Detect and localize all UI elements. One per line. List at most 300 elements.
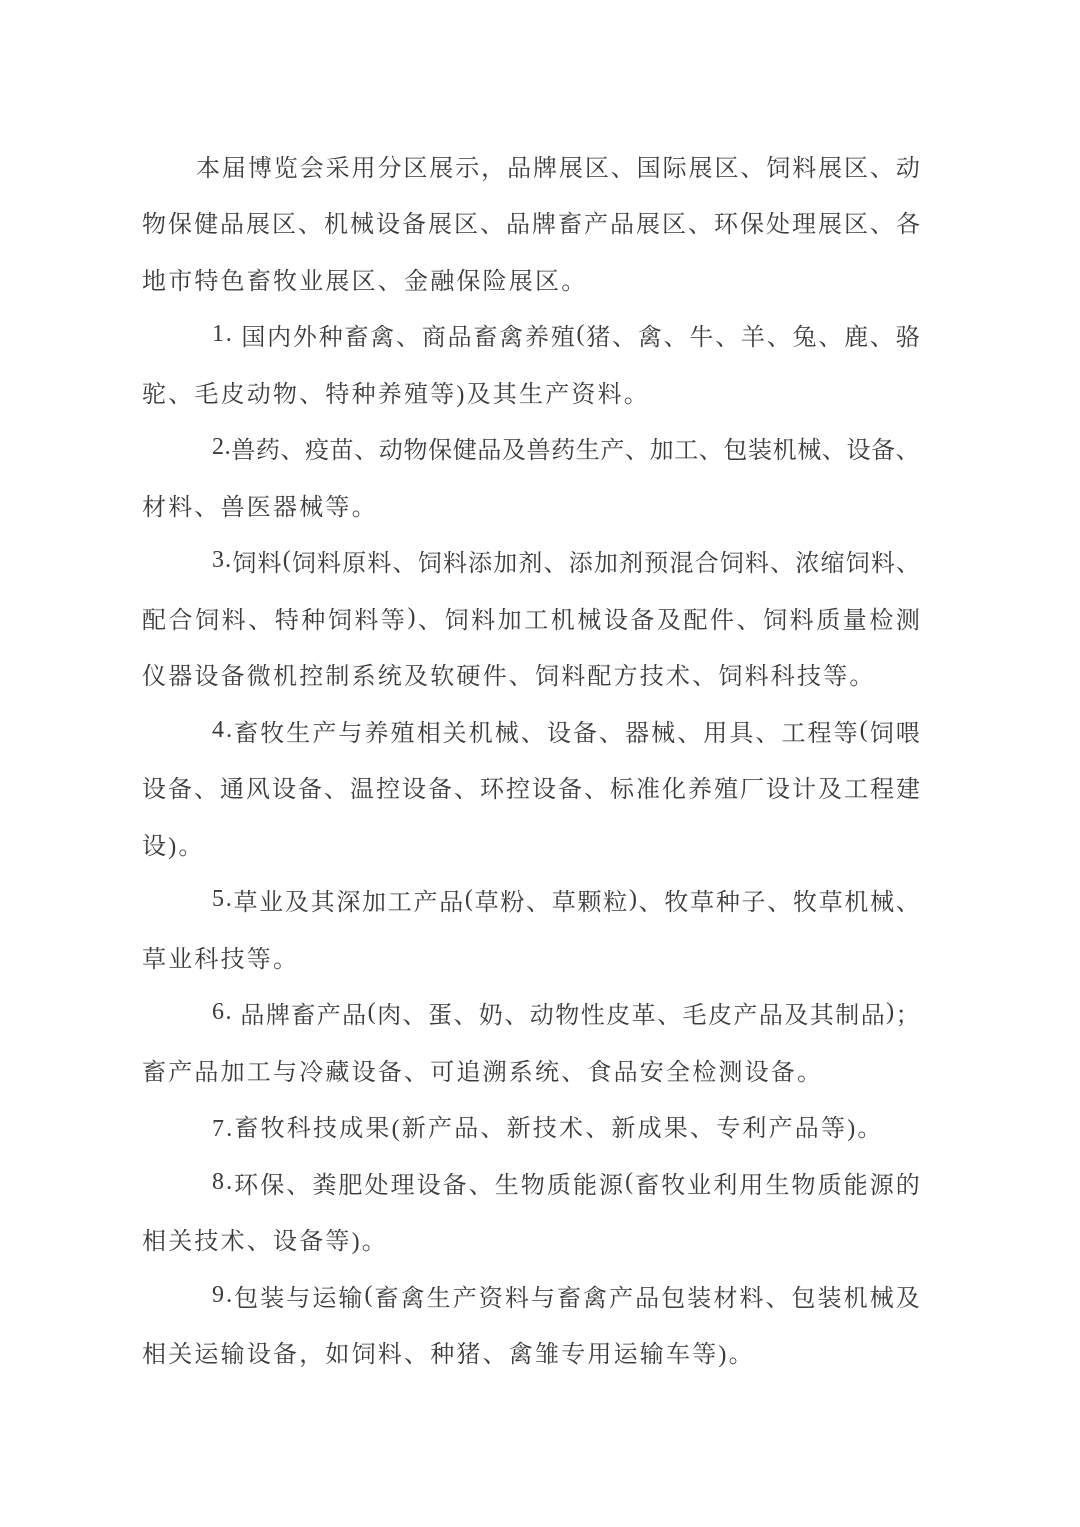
glyph: 种 — [318, 325, 343, 352]
glyph: 具 — [729, 720, 754, 747]
glyph: 展 — [429, 155, 454, 182]
glyph: 喂 — [895, 720, 920, 747]
glyph: 动 — [529, 1003, 554, 1030]
glyph: 饲 — [444, 607, 469, 634]
glyph: 、 — [520, 720, 545, 747]
glyph: 养 — [364, 720, 389, 747]
glyph: 质 — [546, 1172, 571, 1199]
glyph: 、 — [677, 720, 702, 747]
text-line — [142, 985, 920, 1042]
glyph: 添 — [468, 551, 493, 578]
glyph: 、 — [740, 155, 765, 182]
glyph: 展 — [428, 212, 452, 239]
glyph: 饲 — [232, 551, 257, 578]
glyph: 建 — [896, 777, 920, 804]
glyph: 、 — [821, 438, 846, 465]
glyph: 9 — [212, 1281, 224, 1308]
glyph: 饲 — [766, 155, 791, 182]
glyph: 械 — [797, 438, 822, 465]
text-line — [142, 589, 920, 646]
glyph: 加 — [593, 551, 618, 578]
glyph: 药 — [255, 438, 280, 465]
glyph: 料 — [504, 1285, 529, 1312]
text-line — [142, 702, 920, 759]
glyph: 畜 — [234, 720, 259, 747]
glyph: 机 — [843, 1285, 868, 1312]
glyph: 鹿 — [844, 325, 869, 352]
glyph: 装 — [687, 1285, 712, 1312]
glyph: ( — [282, 547, 291, 574]
glyph: 、 — [392, 551, 417, 578]
glyph: 肥 — [338, 1172, 363, 1199]
glyph: 械 — [651, 720, 676, 747]
glyph: 与 — [286, 1285, 311, 1312]
glyph: 混 — [669, 551, 694, 578]
glyph: 备 — [442, 1172, 467, 1199]
glyph: 商 — [421, 325, 446, 352]
glyph: 饲 — [763, 607, 788, 634]
glyph: 备 — [402, 212, 426, 239]
glyph: ( — [859, 716, 868, 743]
glyph: 牌 — [532, 155, 557, 182]
glyph: 区 — [272, 212, 296, 239]
glyph: 、 — [870, 212, 894, 239]
glyph: 备 — [871, 438, 896, 465]
glyph: 、 — [895, 551, 920, 578]
glyph: 能 — [843, 1172, 868, 1199]
text-line: 草业科技等。 — [142, 946, 300, 973]
glyph: 、 — [765, 1285, 790, 1312]
glyph: 骆 — [895, 325, 920, 352]
glyph: 羊 — [740, 325, 765, 352]
text-line: 设)。 — [142, 833, 205, 860]
glyph: 设 — [272, 777, 296, 804]
glyph: 及 — [784, 1003, 809, 1030]
glyph: 量 — [842, 607, 867, 634]
glyph: 、 — [396, 325, 421, 352]
glyph: 博 — [247, 155, 272, 182]
glyph: 机 — [324, 212, 348, 239]
glyph: 包 — [661, 1285, 686, 1312]
glyph: 源 — [599, 1172, 623, 1199]
glyph: 料 — [744, 551, 769, 578]
glyph: 等 — [380, 607, 405, 634]
glyph — [234, 321, 240, 348]
glyph: 用 — [703, 720, 728, 747]
glyph: 性 — [580, 1003, 605, 1030]
glyph: 机 — [550, 607, 575, 634]
glyph: 禽 — [583, 1285, 607, 1312]
glyph: 、 — [770, 551, 795, 578]
glyph: 、 — [453, 1003, 478, 1030]
glyph: 利 — [713, 1172, 738, 1199]
glyph: 预 — [644, 551, 669, 578]
glyph: 产 — [609, 1285, 634, 1312]
glyph: 、 — [698, 438, 723, 465]
glyph: 生 — [286, 720, 311, 747]
glyph: 品 — [220, 212, 244, 239]
glyph: 运 — [312, 1285, 337, 1312]
glyph: 料 — [792, 155, 817, 182]
glyph: 养 — [524, 325, 549, 352]
glyph: 国 — [636, 155, 661, 182]
glyph: 物 — [520, 1172, 545, 1199]
glyph: 标 — [610, 777, 634, 804]
glyph: 颗 — [577, 890, 602, 917]
glyph: 设 — [142, 777, 166, 804]
glyph: 、 — [715, 325, 740, 352]
glyph: 兔 — [792, 325, 817, 352]
glyph: 及 — [284, 890, 309, 917]
glyph: 产 — [600, 438, 625, 465]
glyph: 材 — [713, 1285, 738, 1312]
glyph: 、 — [736, 607, 761, 634]
glyph: 分 — [377, 155, 402, 182]
glyph: 物 — [555, 1003, 580, 1030]
glyph: 草 — [551, 890, 576, 917]
glyph: . — [226, 1281, 233, 1308]
glyph: 理 — [792, 212, 816, 239]
glyph: 配 — [142, 607, 166, 634]
glyph: 与 — [338, 720, 363, 747]
glyph: 牧 — [260, 720, 285, 747]
glyph: 测 — [895, 607, 920, 634]
glyph: 物 — [142, 212, 166, 239]
glyph: 畜 — [558, 212, 582, 239]
glyph: 物 — [403, 438, 428, 465]
glyph: 添 — [568, 551, 593, 578]
glyph: 相 — [416, 720, 441, 747]
glyph: 会 — [299, 155, 324, 182]
glyph: 牌 — [265, 1003, 290, 1030]
glyph: 、 — [818, 325, 843, 352]
glyph: 草 — [818, 890, 843, 917]
glyph: 机 — [844, 890, 869, 917]
glyph: 产 — [316, 1003, 341, 1030]
glyph: 肉 — [377, 1003, 402, 1030]
glyph: 粉 — [500, 890, 525, 917]
glyph: 及 — [818, 777, 842, 804]
glyph: 品 — [240, 1003, 265, 1030]
glyph: 禽 — [370, 325, 395, 352]
glyph: 器 — [625, 720, 650, 747]
glyph: 际 — [662, 155, 687, 182]
text-line — [142, 1154, 920, 1211]
text-line — [142, 420, 920, 477]
glyph: 饲 — [869, 720, 894, 747]
glyph: 、 — [248, 607, 273, 634]
glyph: 料 — [870, 551, 895, 578]
glyph: 备 — [298, 777, 322, 804]
glyph: 产 — [312, 720, 337, 747]
document-text-block — [142, 137, 920, 1380]
glyph: 示 — [455, 155, 480, 182]
glyph: 动 — [895, 155, 920, 182]
glyph: 展 — [818, 155, 843, 182]
glyph: 业 — [687, 1172, 712, 1199]
glyph: 饲 — [195, 607, 220, 634]
glyph: 料 — [317, 551, 342, 578]
glyph: 奶 — [478, 1003, 503, 1030]
glyph: 包 — [791, 1285, 816, 1312]
glyph: 子 — [741, 890, 766, 917]
glyph: 6 — [212, 999, 224, 1026]
glyph: ( — [576, 321, 585, 348]
glyph: 缩 — [820, 551, 845, 578]
glyph: 展 — [246, 212, 270, 239]
glyph: 粪 — [312, 1172, 337, 1199]
glyph: 殖 — [550, 325, 575, 352]
glyph: 理 — [390, 1172, 415, 1199]
glyph: 浓 — [795, 551, 820, 578]
glyph: 装 — [748, 438, 773, 465]
glyph: 牌 — [532, 212, 556, 239]
glyph: 产 — [584, 212, 608, 239]
glyph: 1 — [212, 321, 224, 348]
glyph: 设 — [416, 1172, 441, 1199]
text-line: 仪器设备微机控制系统及软硬件、饲料配方技术、饲料科技等。 — [142, 664, 876, 691]
glyph: 、 — [869, 325, 894, 352]
glyph: 生 — [426, 1285, 451, 1312]
glyph: 设 — [766, 777, 790, 804]
glyph: 备 — [558, 777, 582, 804]
glyph: 牧 — [792, 890, 817, 917]
glyph: 检 — [869, 607, 894, 634]
glyph: 及 — [895, 1285, 920, 1312]
glyph: 展 — [558, 155, 583, 182]
glyph: 、 — [543, 551, 568, 578]
glyph: 工 — [674, 438, 699, 465]
glyph: . — [225, 321, 232, 348]
glyph: 、 — [755, 720, 780, 747]
glyph: 包 — [234, 1285, 259, 1312]
glyph: 准 — [636, 777, 660, 804]
text-line: 驼、毛皮动物、特种养殖等)及其生产资料。 — [142, 381, 650, 408]
glyph: 加 — [649, 438, 674, 465]
glyph: 制 — [835, 1003, 860, 1030]
glyph: 皮 — [606, 1003, 631, 1030]
glyph: 、 — [298, 212, 322, 239]
glyph: 料 — [739, 1285, 764, 1312]
text-line — [142, 194, 920, 251]
glyph: 、 — [418, 607, 443, 634]
glyph: 用 — [351, 155, 376, 182]
text-line — [142, 137, 920, 194]
glyph: 工 — [387, 890, 412, 917]
glyph: 配 — [683, 607, 708, 634]
glyph: 3 — [212, 547, 224, 574]
glyph: 、 — [286, 1172, 311, 1199]
glyph: 、 — [895, 438, 920, 465]
glyph: 设 — [846, 438, 871, 465]
glyph: 、 — [767, 890, 792, 917]
glyph: 能 — [572, 1172, 597, 1199]
glyph: 展 — [636, 212, 660, 239]
glyph: 、 — [657, 1003, 682, 1030]
glyph: 内 — [267, 325, 292, 352]
glyph: 、 — [468, 1172, 493, 1199]
glyph: 料 — [221, 607, 246, 634]
glyph: 深 — [336, 890, 361, 917]
glyph: ； — [895, 1003, 920, 1030]
glyph: . — [226, 1168, 233, 1195]
glyph: 其 — [809, 1003, 834, 1030]
glyph: 、 — [526, 890, 551, 917]
glyph: 原 — [342, 551, 367, 578]
glyph: 畜 — [556, 1285, 581, 1312]
glyph: 及 — [501, 438, 526, 465]
glyph: ( — [464, 886, 473, 913]
glyph: 等 — [833, 720, 858, 747]
glyph: 保 — [260, 1172, 285, 1199]
glyph: 展 — [818, 212, 842, 239]
glyph: 件 — [710, 607, 735, 634]
glyph: 品 — [758, 1003, 783, 1030]
glyph: 输 — [338, 1285, 363, 1312]
text-line — [142, 307, 920, 364]
glyph: 物 — [791, 1172, 816, 1199]
text-line — [142, 872, 920, 929]
glyph: 草 — [474, 890, 499, 917]
glyph: 品 — [439, 890, 464, 917]
glyph: 质 — [817, 1172, 842, 1199]
glyph: 通 — [220, 777, 244, 804]
glyph: 加 — [497, 607, 522, 634]
glyph: 工 — [524, 607, 549, 634]
glyph: 品 — [635, 1285, 660, 1312]
glyph: 械 — [577, 607, 602, 634]
glyph: 保 — [428, 438, 453, 465]
glyph: . — [225, 999, 232, 1026]
glyph: 区 — [844, 212, 868, 239]
glyph: 饲 — [719, 551, 744, 578]
glyph: 革 — [631, 1003, 656, 1030]
glyph: ( — [367, 999, 376, 1026]
glyph: 料 — [257, 551, 282, 578]
glyph: 禽 — [499, 325, 524, 352]
glyph: 区 — [662, 212, 686, 239]
glyph: 猪 — [586, 325, 611, 352]
glyph: 备 — [572, 720, 597, 747]
glyph: 畜 — [473, 325, 498, 352]
glyph: 品 — [447, 325, 472, 352]
glyph: 备 — [630, 607, 655, 634]
glyph: 苗 — [329, 438, 354, 465]
glyph: 饲 — [291, 551, 316, 578]
glyph: 械 — [350, 212, 374, 239]
glyph: 及 — [656, 607, 681, 634]
glyph: 草 — [690, 890, 715, 917]
glyph: 生 — [765, 1172, 790, 1199]
glyph: 国 — [241, 325, 266, 352]
glyph: 健 — [194, 212, 218, 239]
glyph — [233, 999, 239, 1026]
glyph: 殖 — [390, 720, 415, 747]
glyph: 设 — [603, 607, 628, 634]
glyph: ( — [364, 1281, 373, 1308]
glyph: 业 — [259, 890, 284, 917]
glyph: 料 — [367, 551, 392, 578]
glyph: 料 — [354, 607, 379, 634]
text-line: 相关技术、设备等)。 — [142, 1229, 388, 1256]
glyph: 机 — [468, 720, 493, 747]
glyph: 兽 — [231, 438, 256, 465]
glyph: 牧 — [661, 1172, 686, 1199]
glyph: 加 — [362, 890, 387, 917]
glyph: 兽 — [526, 438, 551, 465]
glyph: 畜 — [635, 1172, 660, 1199]
text-line — [142, 759, 920, 816]
glyph: 、 — [584, 777, 608, 804]
text-line: 畜产品加工与冷藏设备、可追溯系统、食品安全检测设备。 — [142, 1059, 824, 1086]
glyph: 、 — [869, 155, 894, 182]
glyph: 加 — [493, 551, 518, 578]
glyph: 、 — [599, 720, 623, 747]
glyph: 种 — [301, 607, 326, 634]
glyph: 养 — [688, 777, 712, 804]
glyph: 、 — [402, 1003, 427, 1030]
glyph: 合 — [694, 551, 719, 578]
glyph: 装 — [817, 1285, 842, 1312]
glyph: 品 — [477, 438, 502, 465]
glyph: 、 — [194, 777, 218, 804]
glyph: 、 — [624, 438, 649, 465]
glyph: 特 — [274, 607, 299, 634]
glyph: 控 — [506, 777, 530, 804]
glyph: 料 — [471, 607, 496, 634]
text-line — [142, 1267, 920, 1324]
glyph: 殖 — [714, 777, 738, 804]
glyph: 饲 — [417, 551, 442, 578]
glyph: 、 — [612, 325, 637, 352]
text-line: 地市特色畜牧业展区、金融保险展区。 — [142, 268, 588, 295]
glyph: 设 — [402, 777, 426, 804]
glyph: 皮 — [707, 1003, 732, 1030]
glyph: . — [224, 434, 231, 461]
glyph: 畜 — [374, 1285, 399, 1312]
glyph: 、 — [895, 890, 920, 917]
glyph: 机 — [772, 438, 797, 465]
glyph: 的 — [895, 1172, 920, 1199]
glyph: 温 — [350, 777, 374, 804]
glyph: 备 — [428, 777, 452, 804]
glyph: 与 — [530, 1285, 555, 1312]
glyph: 草 — [233, 890, 258, 917]
glyph: 8 — [212, 1168, 224, 1195]
glyph: 、 — [480, 212, 504, 239]
glyph: 剂 — [619, 551, 644, 578]
glyph: 、 — [638, 890, 663, 917]
text-line — [142, 533, 920, 590]
glyph: 禽 — [637, 325, 662, 352]
glyph: 处 — [766, 212, 790, 239]
glyph: ) — [628, 886, 637, 913]
glyph: 牛 — [689, 325, 714, 352]
glyph: . — [226, 716, 233, 743]
glyph: ( — [625, 1168, 634, 1195]
glyph: 械 — [494, 720, 519, 747]
glyph: 保 — [168, 212, 192, 239]
glyph: 设 — [546, 720, 571, 747]
glyph: 产 — [452, 1285, 477, 1312]
glyph: 、 — [504, 1003, 529, 1030]
glyph: 品 — [506, 212, 530, 239]
glyph: 区 — [844, 155, 869, 182]
glyph: 资 — [478, 1285, 503, 1312]
glyph: 采 — [325, 155, 350, 182]
glyph: 、 — [454, 777, 478, 804]
glyph: 展 — [688, 155, 713, 182]
